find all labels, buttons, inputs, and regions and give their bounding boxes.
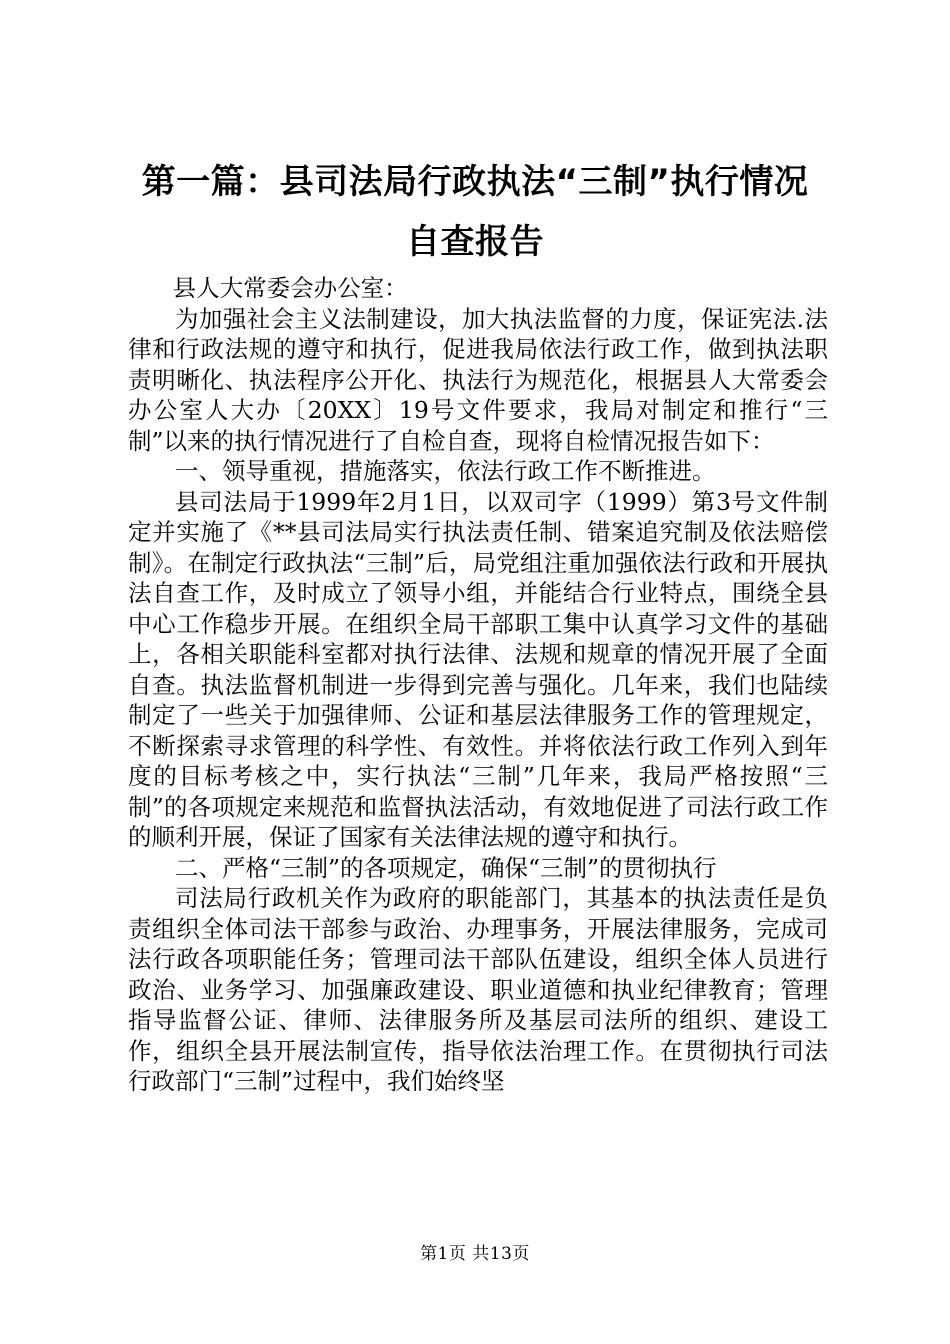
greeting: 县人大常委会办公室： xyxy=(172,274,408,302)
section-heading-2: 二、严格“三制”的各项规定，确保“三制”的贯彻执行 xyxy=(175,853,717,882)
document-title-line-1: 第一篇：县司法局行政执法“三制”执行情况 xyxy=(141,162,809,202)
page-number-footer: 第1页 共13页 xyxy=(420,1244,530,1264)
paragraph-section-2: 司法局行政机关作为政府的职能部门，其基本的执法责任是负责组织全体司法干部参与政治、办理事务，开展法律服务，完成司法行政各项职能任务；管理司法干部队伍建设，组织全体人员进行政治、业务学习、加强廉政建设、职业道德和执业纪律教育；管理指导监督公证、律师、法律服务所及基层司法所的组织、建设工作，组织全县开展法制宣传，指导依法治理工作。在贯彻执行司法行政部门“三制”过程中，我们始终坚 xyxy=(128,884,828,1095)
section-heading-1: 一、领导重视，措施落实，依法行政工作不断推进。 xyxy=(175,457,716,485)
paragraph-intro: 为加强社会主义法制建设，加大执法监督的力度，保证宪法.法律和行政法规的遵守和执行，促进我局依法行政工作，做到执法职责明晰化、执法程序公开化、执法行为规范化，根据县人大常委会办公室人大办〔20XX〕19号文件要求，我局对制定和推行“三制”以来的执行情况进行了自检自查，现将自检情况报告如下： xyxy=(128,304,828,455)
document-title-line-2: 自查报告 xyxy=(406,222,544,262)
paragraph-section-1: 县司法局于1999年2月1日，以双司字（1999）第3号文件制定并实施了《**县司法局实行执法责任制、错案追究制及依法赔偿制》。在制定行政执法“三制”后，局党组注重加强依法行政和开展执法自查工作，及时成立了领导小组，并能结合行业特点，围绕全县中心工作稳步开展。在组织全局干部职工集中认真学习文件的基础上，各相关职能科室都对执行法律、法规和规章的情况开展了全面自查。执法监督机制进一步得到完善与强化。几年来，我们也陆续制定了一些关于加强律师、公证和基层法律服务工作的管理规定，不断探索寻求管理的科学性、有效性。并将依法行政工作列入到年度的目标考核之中，实行执法“三制”几年来，我局严格按照“三制”的各项规定来规范和监督执法活动，有效地促进了司法行政工作的顺利开展，保证了国家有关法律法规的遵守和执行。 xyxy=(128,487,828,851)
document-body xyxy=(128,273,828,1097)
